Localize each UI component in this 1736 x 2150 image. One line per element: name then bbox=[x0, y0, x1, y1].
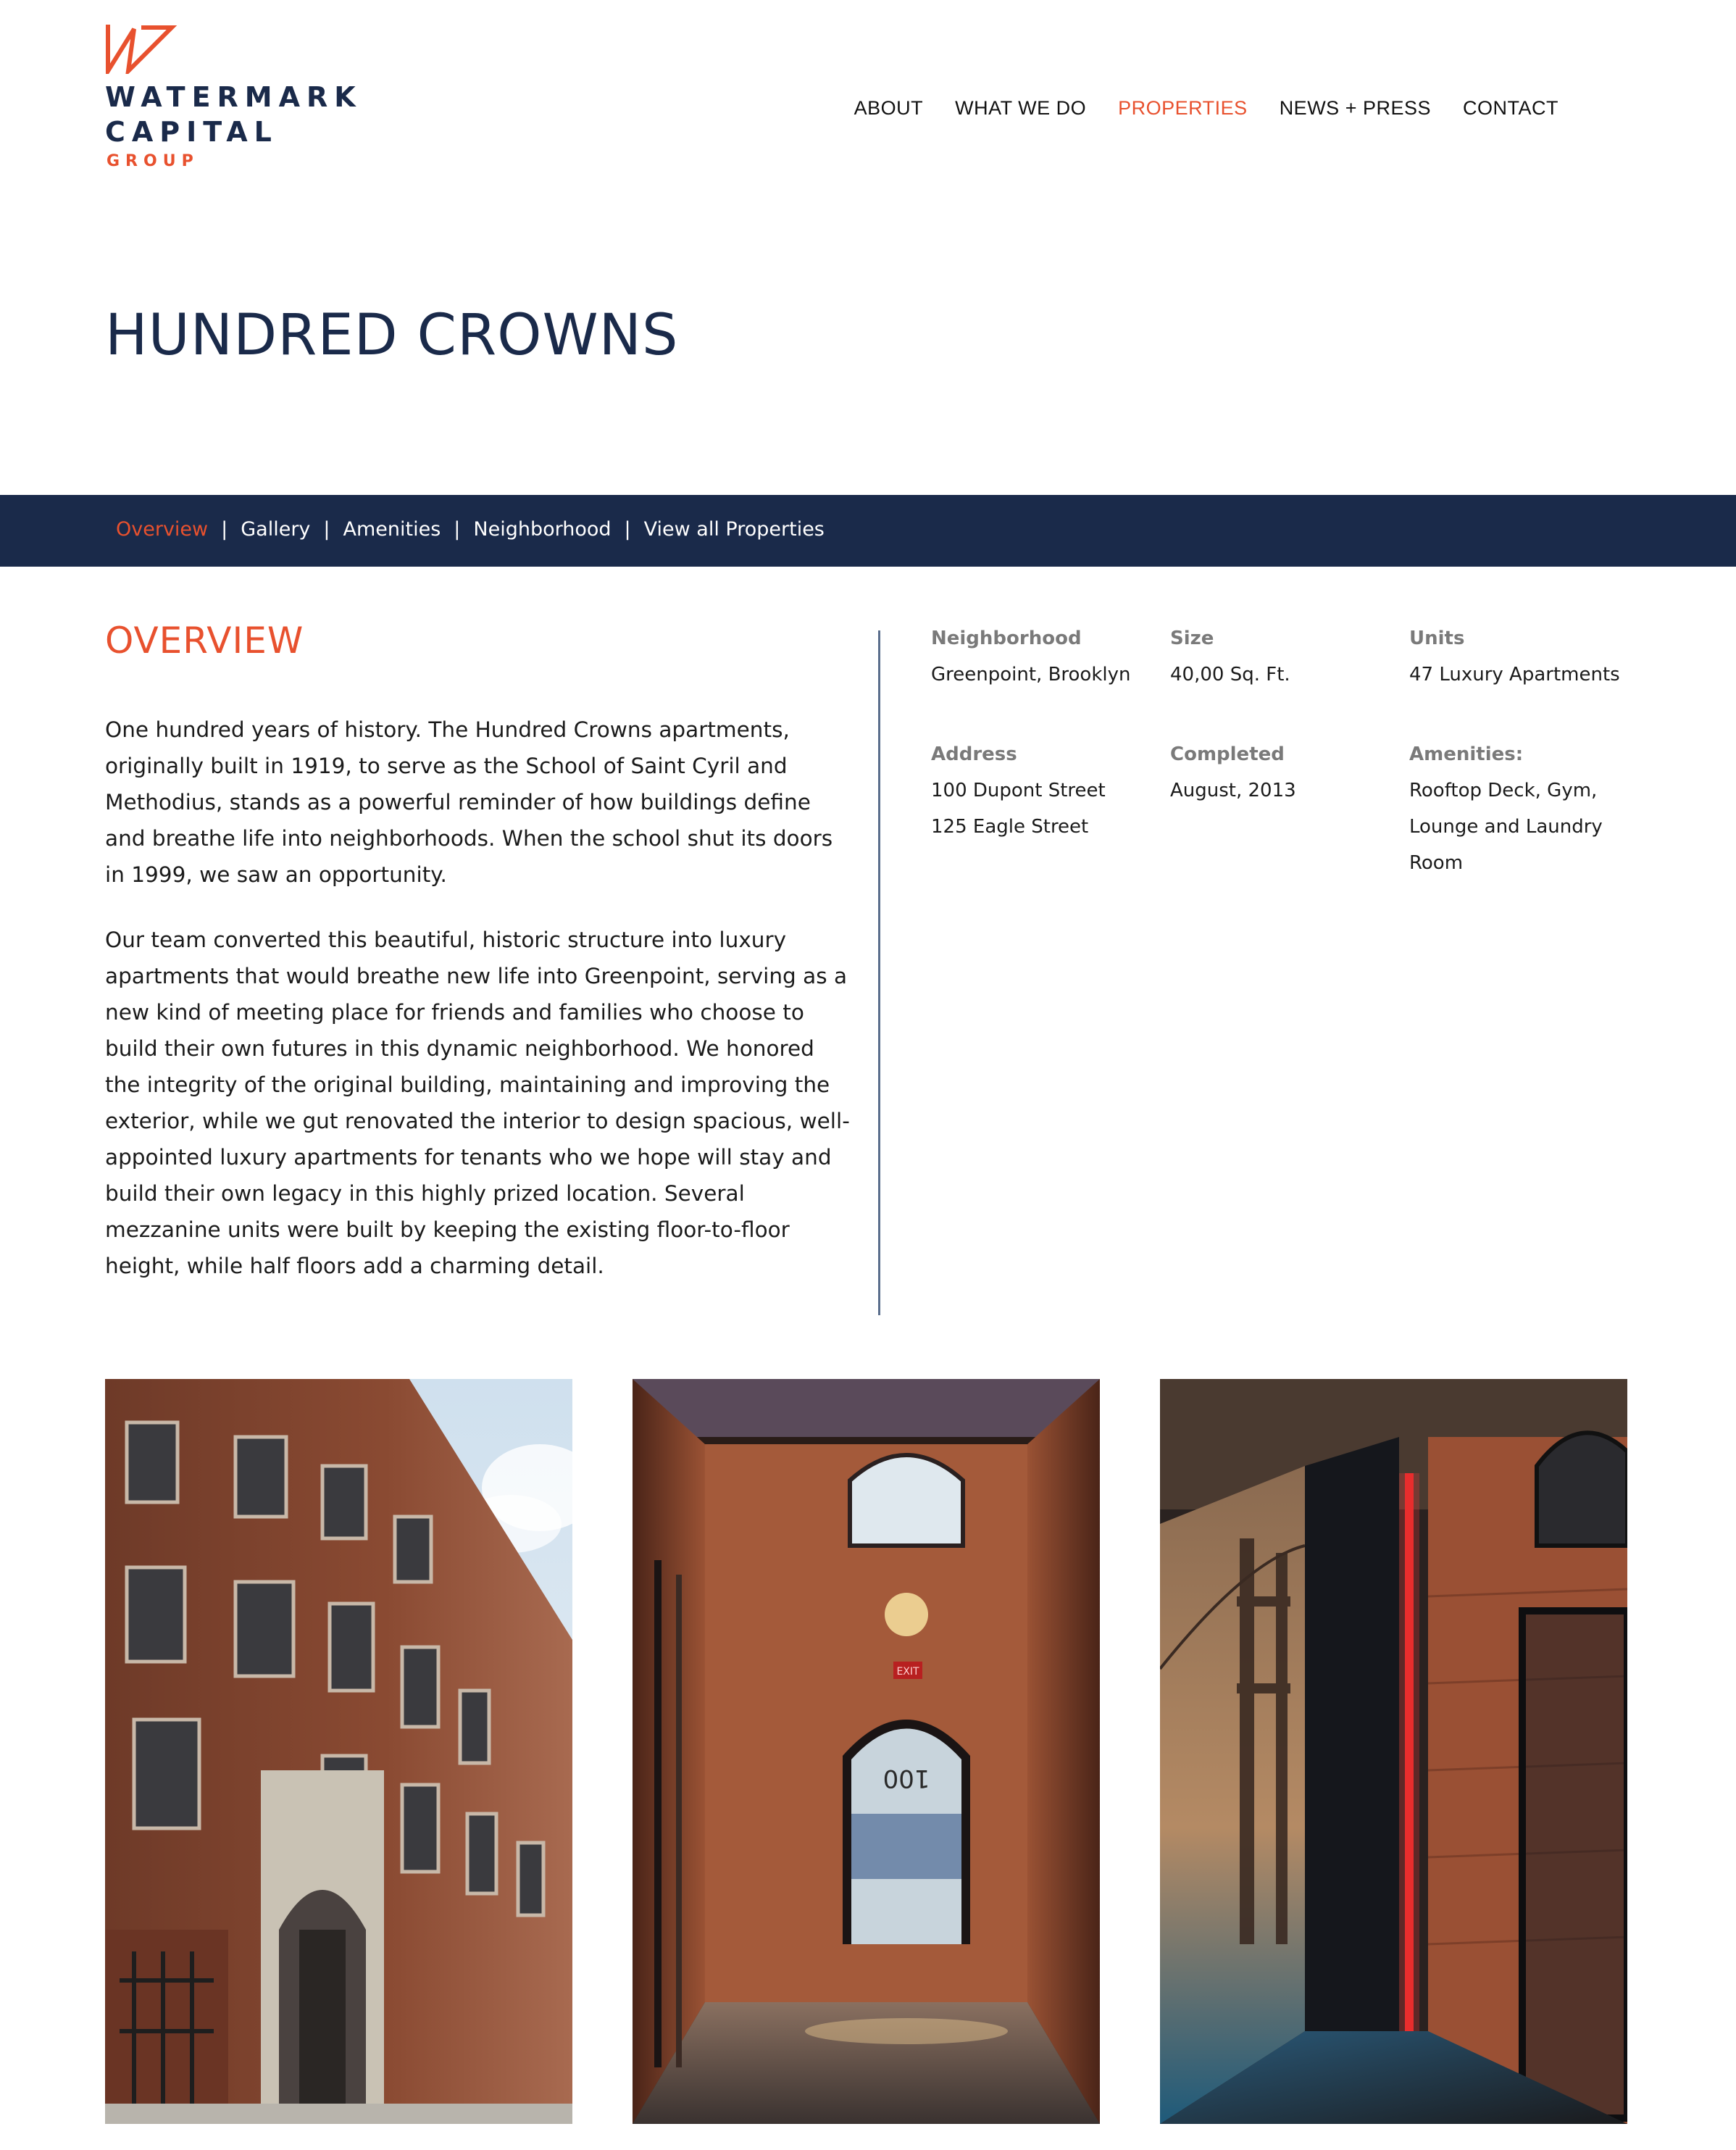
fact-value: 125 Eagle Street bbox=[931, 816, 1089, 838]
nav-properties[interactable]: PROPERTIES bbox=[1118, 97, 1248, 119]
subnav-separator: | bbox=[323, 518, 330, 541]
fact-value: 40,00 Sq. Ft. bbox=[1170, 664, 1290, 686]
fact-units bbox=[1409, 620, 1656, 693]
fact-value: Room bbox=[1409, 852, 1464, 874]
overview-paragraph: Our team converted this beautiful, historic structure into luxury apartments that would breathe new life into Greenpoint, serving as a new kind of meeting place for friends and families who choose to build their own futures in this dynamic neighborhood. We honored the integrity of the original building, maintaining and improving the exterior, while we gut renovated the interior to design spacious, well-appointed luxury apartments for tenants who we hope will stay and build their own legacy in this highly prized location. Several mezzanine units were built by keeping the existing floor-to-floor height, while half floors add a charming detail. bbox=[105, 928, 850, 1278]
photo-corridor-mural[interactable] bbox=[1160, 1379, 1627, 2124]
corridor-mural-image bbox=[1160, 1379, 1627, 2124]
subnav-amenities[interactable]: Amenities bbox=[343, 518, 441, 541]
subnav-overview[interactable]: Overview bbox=[116, 518, 209, 541]
nav-news-press[interactable]: NEWS + PRESS bbox=[1279, 97, 1431, 119]
fact-size bbox=[1170, 620, 1409, 693]
subnav-separator: | bbox=[624, 518, 631, 541]
fact-address bbox=[931, 736, 1170, 881]
fact-value: August, 2013 bbox=[1170, 780, 1296, 801]
logo-mark-icon bbox=[105, 22, 178, 74]
fact-amenities bbox=[1409, 736, 1656, 881]
fact-completed bbox=[1170, 736, 1409, 881]
fact-label: Amenities: bbox=[1409, 743, 1524, 765]
exit-sign-text: EXIT bbox=[896, 1666, 919, 1678]
property-facts bbox=[931, 620, 1656, 881]
photo-building-exterior[interactable] bbox=[105, 1379, 572, 2124]
fact-value: 100 Dupont Street bbox=[931, 780, 1106, 801]
fact-label: Units bbox=[1409, 628, 1465, 649]
fact-value: 47 Luxury Apartments bbox=[1409, 664, 1620, 686]
fact-value: Lounge and Laundry bbox=[1409, 816, 1603, 838]
main-nav bbox=[854, 97, 1558, 120]
overview-paragraph: One hundred years of history. The Hundred Crowns apartments, originally built in 1919, to serve as the School of Saint Cyril and Methodius, stands as a powerful reminder of how buildings define and breathe life into neighborhoods. When the school shut its doors in 1999, we saw an opportunity. bbox=[105, 717, 833, 887]
fact-value: Greenpoint, Brooklyn bbox=[931, 664, 1131, 686]
fact-label: Size bbox=[1170, 628, 1214, 649]
subnav-separator: | bbox=[454, 518, 461, 541]
fact-neighborhood bbox=[931, 620, 1170, 693]
building-exterior-image bbox=[105, 1379, 572, 2124]
nav-what-we-do[interactable]: WHAT WE DO bbox=[955, 97, 1087, 119]
fact-label: Completed bbox=[1170, 743, 1285, 765]
fact-label: Address bbox=[931, 743, 1017, 765]
brand-logo[interactable] bbox=[105, 22, 380, 174]
photo-lobby-entrance[interactable] bbox=[633, 1379, 1100, 2124]
column-divider bbox=[878, 630, 880, 1315]
subnav-list bbox=[116, 518, 825, 541]
subnav-separator: | bbox=[221, 518, 228, 541]
subnav-gallery[interactable]: Gallery bbox=[241, 518, 311, 541]
fact-label: Neighborhood bbox=[931, 628, 1082, 649]
door-number-text: 100 bbox=[882, 1764, 930, 1793]
subnav-neighborhood[interactable]: Neighborhood bbox=[473, 518, 612, 541]
page-title: HUNDRED CROWNS bbox=[105, 303, 679, 368]
fact-value: Rooftop Deck, Gym, bbox=[1409, 780, 1598, 801]
logo-text-line1: WATERMARK bbox=[105, 81, 362, 113]
lobby-entrance-image bbox=[633, 1379, 1100, 2124]
subnav-view-all-properties[interactable]: View all Properties bbox=[643, 518, 825, 541]
nav-contact[interactable]: CONTACT bbox=[1463, 97, 1558, 119]
logo-text-line2: CAPITAL bbox=[105, 116, 278, 148]
logo-text-line3: GROUP bbox=[107, 152, 199, 170]
property-subnav bbox=[0, 495, 1736, 567]
nav-about[interactable]: ABOUT bbox=[854, 97, 924, 119]
overview-heading: OVERVIEW bbox=[105, 620, 304, 662]
overview-body bbox=[105, 712, 851, 1313]
